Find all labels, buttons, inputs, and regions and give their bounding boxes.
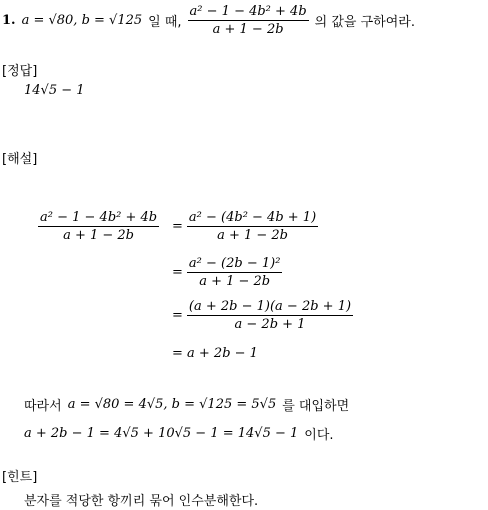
result-line: [24, 424, 334, 443]
derivation-final: = a + 2b − 1: [172, 346, 258, 361]
lhs-denominator: a + 1 − 2b: [63, 228, 135, 243]
step-3-numerator: (a + 2b − 1)(a − 2b + 1): [188, 299, 352, 314]
problem-number: 1.: [2, 12, 16, 28]
problem-fraction: [188, 4, 309, 37]
answer-heading: [정답]: [2, 64, 38, 79]
step-2-denominator: a + 1 − 2b: [199, 274, 271, 289]
hint-heading: [힌트]: [2, 470, 38, 485]
substitution-math: a = √80 = 4√5, b = √125 = 5√5: [67, 397, 277, 412]
derivation-step-3: [172, 299, 353, 332]
result-suffix: 이다.: [304, 428, 334, 443]
problem-condition: a = √80, b = √125: [21, 12, 143, 28]
step-1-denominator: a + 1 − 2b: [217, 228, 288, 243]
substitution-line: [24, 395, 349, 414]
problem-question: 의 값을 구하여라.: [314, 14, 415, 30]
derivation-step-2: [172, 256, 282, 289]
problem-line: [2, 2, 415, 38]
problem-fraction-denominator: a + 1 − 2b: [212, 21, 284, 37]
result-math: a + 2b − 1 = 4√5 + 10√5 − 1 = 14√5 − 1: [24, 426, 299, 441]
equals-sign: =: [172, 219, 183, 234]
derivation-step-1: [172, 210, 318, 243]
equals-sign: =: [172, 308, 183, 323]
answer-value: 14√5 − 1: [24, 83, 85, 98]
problem-fraction-numerator: a² − 1 − 4b² + 4b: [189, 3, 307, 19]
solution-heading: [해설]: [2, 152, 38, 167]
substitution-suffix: 를 대입하면: [282, 399, 350, 414]
derivation-lhs: [38, 210, 159, 243]
lhs-numerator: a² − 1 − 4b² + 4b: [40, 210, 158, 225]
step-3-denominator: a − 2b + 1: [234, 317, 306, 332]
problem-connector: 일 때,: [148, 14, 182, 30]
step-1-numerator: a² − (4b² − 4b + 1): [188, 210, 317, 225]
hint-text: 분자를 적당한 항끼리 묶어 인수분해한다.: [24, 494, 259, 509]
step-2-numerator: a² − (2b − 1)²: [188, 256, 281, 271]
substitution-prefix: 따라서: [24, 399, 62, 414]
equals-sign: =: [172, 265, 183, 280]
